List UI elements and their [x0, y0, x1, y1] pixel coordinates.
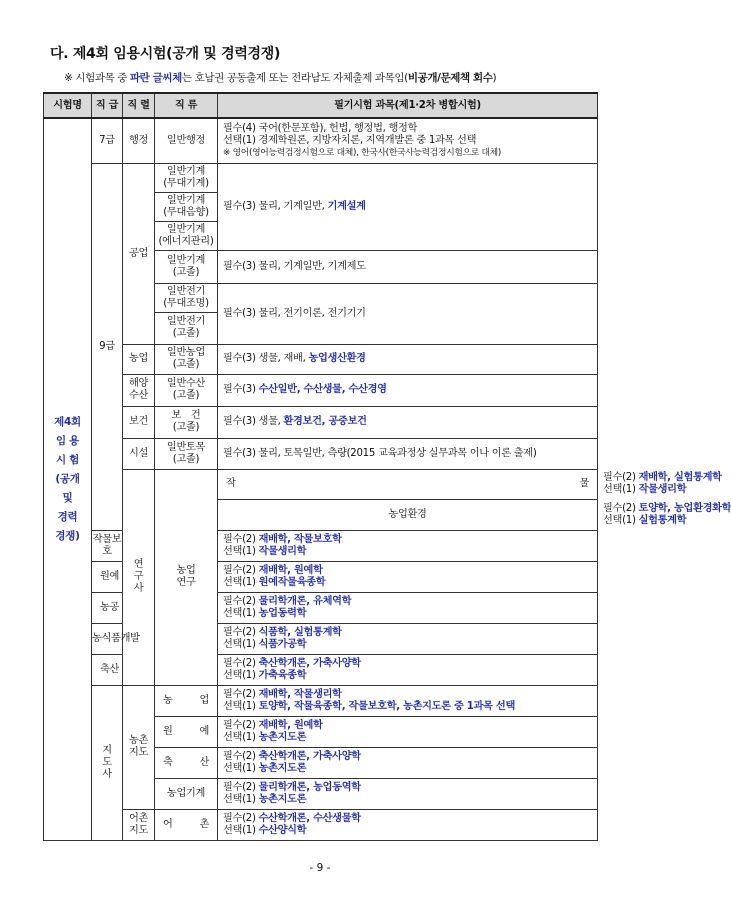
kind-g-livestock — [155, 747, 218, 778]
grade-char: 도 — [102, 756, 112, 768]
table-row — [44, 344, 598, 374]
req-label: 필수(2) — [223, 657, 259, 669]
kind-char: 어 — [163, 818, 173, 830]
req-blue: 재배학, 실험통계학 — [638, 472, 722, 483]
opt-blue: 식품가공학 — [258, 638, 307, 650]
grade-7: 7급 — [92, 118, 123, 163]
kind-agri-engineering — [92, 592, 123, 623]
subjects-health — [218, 406, 598, 438]
series-health: 보건 — [123, 406, 155, 438]
subject-required — [223, 565, 592, 577]
grade-9: 9급 — [92, 163, 123, 530]
subject-optional — [223, 577, 592, 589]
series-rural-guidance: 농촌 지도 — [123, 685, 155, 809]
subject-optional — [223, 763, 592, 775]
opt-label: 선택(1) — [223, 607, 259, 619]
subject-required — [223, 813, 592, 825]
note-bold: 비공개/문제책 회수 — [407, 72, 493, 84]
series-industry: 공업 — [123, 163, 155, 344]
grade-char: 사 — [133, 583, 144, 594]
kind-g-agriculture — [155, 685, 218, 716]
kind-livestock — [92, 654, 123, 685]
kind-char: 원 — [100, 570, 110, 582]
kind-char: 축 — [163, 756, 173, 768]
kind-char: 산 — [109, 663, 120, 675]
exam-subjects-table — [43, 92, 731, 841]
subjects-livestock — [218, 654, 598, 685]
subjects-mech — [218, 163, 598, 250]
subjects-horticulture — [218, 561, 598, 592]
kind-civil-highschool: 일반토목 (고졸) — [155, 438, 218, 469]
subjects-g-fishing-village — [218, 809, 598, 840]
kind-agri-env: 농업환경 — [218, 499, 598, 530]
subject-optional — [223, 670, 592, 682]
opt-blue: 농촌지도론 — [258, 793, 307, 805]
subject-required — [223, 689, 592, 701]
kind-g-agri-machinery: 농업기계 — [155, 778, 218, 809]
grade-char: 연 — [133, 559, 144, 570]
req-label: 필수(2) — [223, 564, 259, 576]
subject-optional — [223, 608, 592, 620]
opt-label: 선택(1) — [223, 545, 259, 557]
kind-char: 공 — [109, 601, 120, 613]
opt-blue: 작물생리학 — [638, 484, 687, 495]
grade-instructor — [92, 685, 123, 840]
subjects-fish — [218, 374, 598, 406]
subjects-civil: 필수(3) 물리, 토목일반, 측량(2015 교육과정상 실무과목 이나 이론 출제) — [218, 438, 598, 469]
kind-char: 원 — [163, 725, 173, 737]
req-blue: 물리학개론, 농업동역학 — [258, 781, 361, 793]
opt-label: 선택(1) — [223, 824, 259, 836]
kind-elec-stage-light: 일반전기 (무대조명) — [155, 283, 218, 312]
kind-char: 작 — [226, 478, 236, 489]
req-label: 필수(2) — [603, 502, 639, 514]
header-grade: 직 급 — [92, 93, 123, 118]
subject-required — [223, 596, 592, 608]
subjects-g-livestock — [218, 747, 598, 778]
kind-char: 업 — [199, 694, 209, 706]
kind-general-admin: 일반행정 — [155, 118, 218, 163]
subject-optional — [223, 825, 592, 837]
series-fishing-guidance: 어촌 지도 — [123, 809, 155, 840]
subjects-7-admin — [218, 118, 598, 163]
kind-char: 예 — [109, 570, 120, 582]
req-blue: 식품학, 실험통계학 — [258, 626, 342, 638]
kind-crop — [218, 469, 598, 499]
subject-plain: 필수(3) 생물, — [223, 416, 284, 427]
req-blue: 토양학, 농업환경화학 — [638, 502, 731, 514]
opt-blue: 실험통계학 — [638, 514, 687, 526]
table-row — [44, 118, 598, 163]
exam-name-line: (공개 — [55, 472, 80, 485]
opt-blue: 수산양식학 — [258, 824, 307, 836]
table-row — [44, 438, 598, 469]
kind-mech-highschool: 일반기계 (고졸) — [155, 250, 218, 283]
subject-optional — [223, 794, 592, 806]
kind-mech-stage-sound: 일반기계 (무대음향) — [155, 192, 218, 221]
exam-name-cell — [44, 118, 92, 840]
kind-crop-protection: 작물보호 — [92, 530, 123, 561]
note-suffix: ) — [492, 72, 497, 84]
subjects-mech-highschool: 필수(3) 물리, 기계일반, 기계제도 — [218, 250, 598, 283]
opt-label: 선택(1) — [223, 762, 259, 774]
exam-name-line: 경력 — [57, 510, 78, 523]
subjects-elec: 필수(3) 물리, 전기이론, 전기기기 — [218, 283, 598, 344]
table-row — [44, 406, 598, 438]
opt-label: 선택(1) — [223, 793, 259, 805]
note-blue: 파란 글씨체 — [129, 72, 182, 84]
subjects-agri-engineering — [218, 592, 598, 623]
subjects-agrifood-dev — [218, 623, 598, 654]
exam-name-line: 제4회 — [54, 415, 81, 428]
kind-g-fishing-village — [155, 809, 218, 840]
kind-fish-highschool: 일반수산 (고졸) — [155, 374, 218, 406]
kind-agri-highschool: 일반농업 (고졸) — [155, 344, 218, 374]
note-middle: 는 호남권 공동출제 또는 전라남도 자체출제 과목임( — [181, 72, 408, 84]
req-label: 필수(2) — [603, 472, 639, 483]
req-label: 필수(2) — [223, 626, 259, 638]
subject-required — [223, 720, 592, 732]
series-facility: 시설 — [123, 438, 155, 469]
page-number: - 9 - — [309, 862, 331, 874]
opt-label: 선택(1) — [223, 638, 259, 650]
req-blue: 재배학, 원예학 — [258, 719, 323, 731]
opt-blue: 가축육종학 — [258, 669, 307, 681]
note-prefix: ※ 시험과목 중 — [64, 72, 130, 84]
kind-g-horticulture — [155, 716, 218, 747]
opt-label: 선택(1) — [603, 484, 639, 495]
subjects-g-agri-machinery — [218, 778, 598, 809]
table-row — [44, 809, 598, 840]
req-label: 필수(2) — [223, 812, 259, 824]
exam-name-line: 시 험 — [55, 453, 80, 466]
kind-char: 예 — [199, 725, 209, 737]
table-header-row — [44, 93, 598, 118]
table-row — [44, 469, 598, 499]
subject-plain: 필수(3) — [223, 384, 259, 395]
opt-label: 선택(1) — [223, 731, 259, 743]
req-label: 필수(2) — [223, 595, 259, 607]
exam-name-line: 임 용 — [55, 434, 80, 447]
req-label: 필수(2) — [223, 719, 259, 731]
opt-blue: 농촌지도론 — [258, 731, 307, 743]
header-series: 직 렬 — [123, 93, 155, 118]
opt-blue: 농업동력학 — [258, 607, 307, 619]
subjects-agri — [218, 344, 598, 374]
subject-required — [223, 658, 592, 670]
header-subjects: 필기시험 과목(제1·2차 병합시험) — [218, 93, 598, 118]
grade-char: 구 — [133, 571, 144, 582]
subject-required — [223, 751, 592, 763]
req-blue: 재배학, 원예학 — [258, 564, 323, 576]
req-label: 필수(2) — [223, 750, 259, 762]
subject-required — [223, 782, 592, 794]
subjects-crop-protection — [218, 530, 598, 561]
subject-blue: 기계설계 — [327, 200, 366, 212]
opt-blue: 원예작물육종학 — [258, 576, 326, 588]
kind-health-highschool: 보 건 (고졸) — [155, 406, 218, 438]
kind-char: 축 — [100, 663, 110, 675]
exam-name-line: 경쟁) — [55, 529, 80, 542]
kind-char: 산 — [199, 756, 209, 768]
req-blue: 물리학개론, 유체역학 — [258, 595, 352, 607]
opt-label: 선택(1) — [223, 669, 259, 681]
subject-optional — [223, 701, 592, 713]
series-admin: 행정 — [123, 118, 155, 163]
subject-optional — [223, 732, 592, 744]
opt-label: 선택(1) — [223, 576, 259, 588]
subject-blue: 환경보건, 공중보건 — [283, 416, 367, 427]
kind-char: 농 — [100, 601, 110, 613]
subject-required — [223, 627, 592, 639]
req-label: 필수(2) — [223, 781, 259, 793]
opt-blue: 농촌지도론 — [258, 762, 307, 774]
grade-researcher — [123, 469, 155, 685]
series-agriculture: 농업 — [123, 344, 155, 374]
req-blue: 축산학개론, 가축사양학 — [258, 657, 361, 669]
subject-line: 필수(4) 국어(한문포함), 헌법, 행정법, 행정학 — [223, 122, 418, 134]
header-exam: 시험명 — [44, 93, 92, 118]
subject-optional — [223, 639, 592, 651]
req-blue: 재배학, 작물보호학 — [258, 533, 342, 545]
req-label: 필수(2) — [223, 688, 259, 700]
kind-elec-highschool: 일반전기 (고졸) — [155, 312, 218, 344]
kind-char: 농 — [163, 694, 173, 706]
subject-plain: 필수(3) 물리, 기계일반, — [223, 200, 328, 212]
opt-blue: 토양학, 작물육종학, 작물보호학, 농촌지도론 중 1과목 선택 — [258, 700, 515, 712]
opt-blue: 작물생리학 — [258, 545, 307, 557]
subjects-g-horticulture — [218, 716, 598, 747]
subject-note: ※ 영어(영어능력검정시험으로 대체), 한국사(한국사능력검정시험으로 대체) — [223, 147, 502, 158]
table-row — [44, 374, 598, 406]
req-label: 필수(2) — [223, 533, 259, 545]
series-agri-research: 농업 연구 — [155, 469, 218, 685]
opt-label: 선택(1) — [223, 700, 259, 712]
subject-plain: 필수(3) 생물, 재배, — [223, 353, 309, 364]
subject-blue: 수산일반, 수산생물, 수산경영 — [258, 384, 387, 395]
subjects-g-agriculture — [218, 685, 598, 716]
grade-char: 사 — [102, 768, 112, 780]
series-marine: 해양 수산 — [123, 374, 155, 406]
section-title: 다. 제4회 임용시험(공개 및 경력경쟁) — [50, 46, 281, 62]
subject-line: 선택(1) 경제학원론, 지방자치론, 지역개발론 중 1과목 선택 — [223, 134, 477, 146]
kind-mech-energy: 일반기계 (에너지관리) — [155, 221, 218, 250]
kind-agrifood-dev: 농식품개발 — [92, 623, 123, 654]
opt-label: 선택(1) — [603, 514, 639, 526]
subject-blue: 농업생산환경 — [308, 353, 366, 364]
subject-optional — [223, 546, 592, 558]
note-line — [64, 70, 496, 85]
kind-char: 물 — [579, 478, 589, 489]
req-blue: 재배학, 작물생리학 — [258, 688, 342, 700]
req-blue: 수산학개론, 수산생물학 — [258, 812, 361, 824]
header-kind: 직 류 — [155, 93, 218, 118]
grade-char: 지 — [102, 744, 112, 756]
exam-name-line: 및 — [62, 491, 73, 504]
kind-char: 촌 — [199, 818, 209, 830]
subject-required — [223, 534, 592, 546]
table-row — [44, 685, 598, 716]
kind-mech-stage-machine: 일반기계 (무대기계) — [155, 163, 218, 192]
req-blue: 축산학개론, 가축사양학 — [258, 750, 361, 762]
table-row — [44, 163, 598, 192]
kind-horticulture — [92, 561, 123, 592]
